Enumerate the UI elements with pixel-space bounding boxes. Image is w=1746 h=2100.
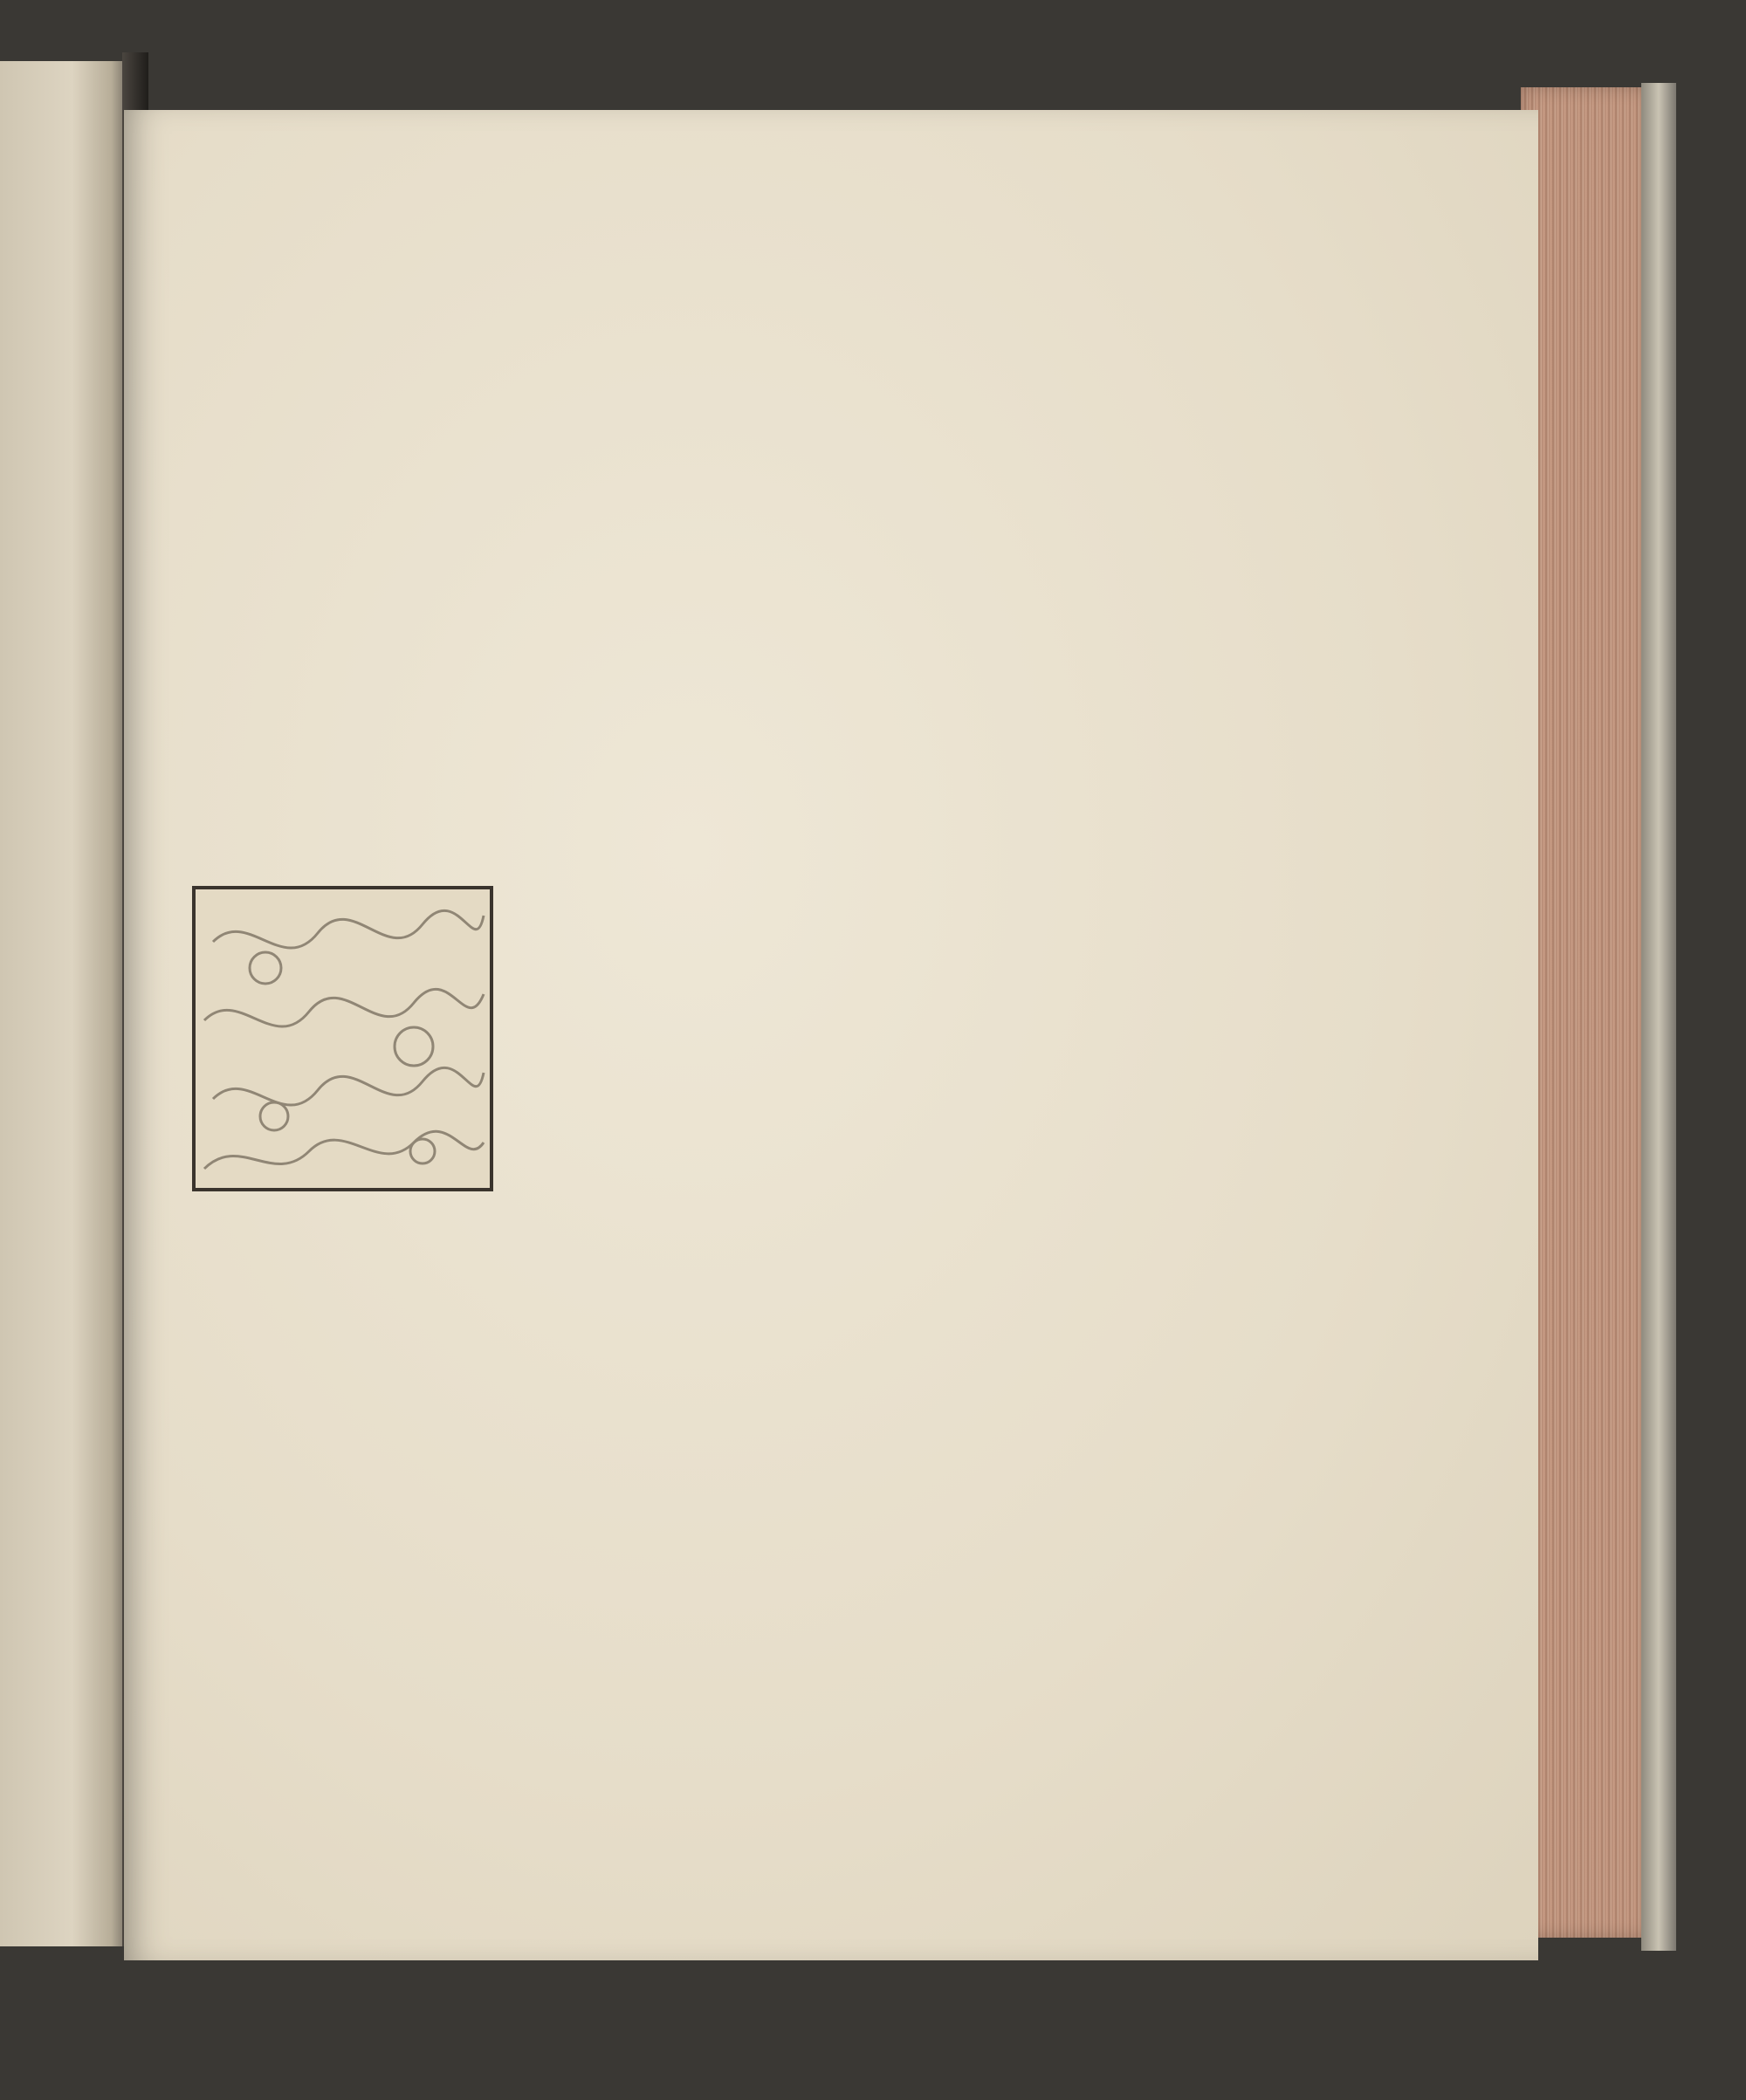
left-page [0, 61, 131, 1946]
drop-cap [192, 886, 493, 1191]
page-edges [1521, 87, 1652, 1938]
cover-edge [1641, 83, 1676, 1951]
ornament-band [192, 266, 1109, 384]
drop-cap-letter [196, 889, 490, 1188]
